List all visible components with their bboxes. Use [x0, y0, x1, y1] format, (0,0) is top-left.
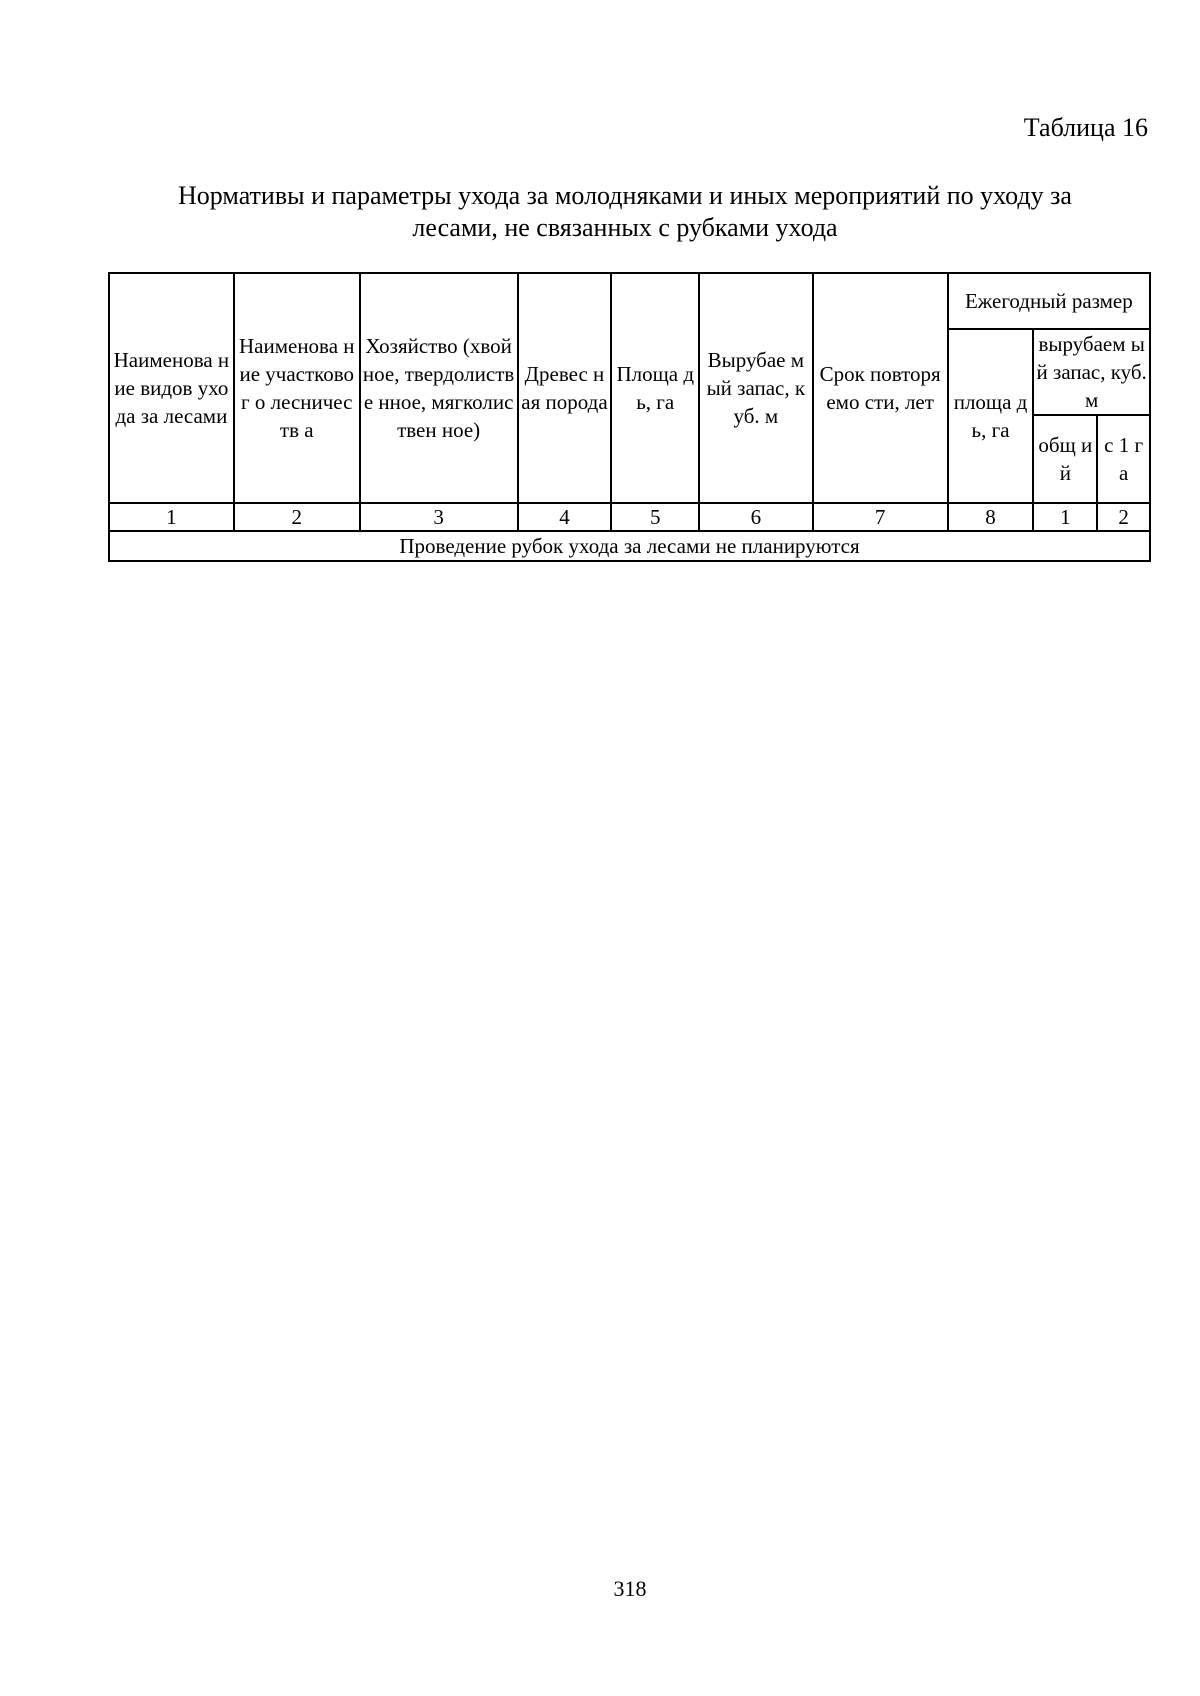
- header-tree-species: Древес ная порода: [518, 273, 612, 503]
- header-annual-volume: вырубаем ый запас, куб. м: [1033, 329, 1150, 415]
- column-number-row: [109, 503, 1150, 531]
- note-row: [109, 531, 1150, 561]
- header-annual-area: площа дь, га: [948, 329, 1034, 503]
- title-line-1: Нормативы и параметры ухода за молодняками и иных мероприятий по уходу за: [178, 181, 1072, 210]
- column-number: 8: [948, 503, 1034, 531]
- column-number: 7: [813, 503, 948, 531]
- column-number: 5: [611, 503, 699, 531]
- title-line-2: лесами, не связанных с рубками ухода: [412, 213, 838, 242]
- header-annual-volume-total: общ ий: [1033, 415, 1097, 503]
- column-number: 6: [699, 503, 812, 531]
- column-number: 4: [518, 503, 612, 531]
- no-thinning-note: Проведение рубок ухода за лесами не планируются: [109, 531, 1150, 561]
- header-repeat-period: Срок повторяемо сти, лет: [813, 273, 948, 503]
- document-title: [100, 180, 1150, 244]
- page-number: 318: [613, 1576, 647, 1601]
- header-economy-type: Хозяйство (хвойное, твердолистве нное, мягколиствен ное): [360, 273, 518, 503]
- header-annual-volume-per-ha: с 1 га: [1097, 415, 1150, 503]
- header-forestry-unit: Наименова ние участковог о лесничеств а: [234, 273, 360, 503]
- column-number: 3: [360, 503, 518, 531]
- column-number: 1: [1033, 503, 1097, 531]
- header-felled-volume: Вырубае мый запас, куб. м: [699, 273, 812, 503]
- norms-table: [108, 272, 1151, 562]
- column-number: 2: [1097, 503, 1150, 531]
- table-number: Таблица 16: [1023, 113, 1148, 142]
- column-number: 1: [109, 503, 234, 531]
- header-area: Площа дь, га: [611, 273, 699, 503]
- column-number: 2: [234, 503, 360, 531]
- header-annual-size: Ежегодный размер: [948, 273, 1150, 329]
- header-care-type: Наименова ние видов ухода за лесами: [109, 273, 234, 503]
